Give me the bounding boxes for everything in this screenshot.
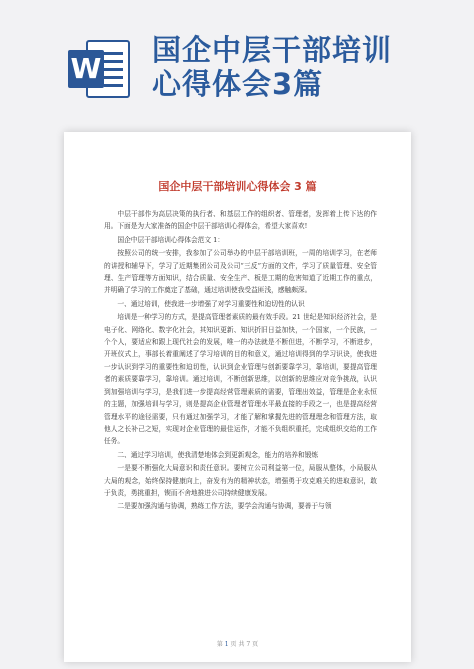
page-number-suffix: 页 xyxy=(252,641,259,648)
paragraph: 按照公司的统一安排，我参加了公司举办的中层干部培训班，一周的培训学习，在老师的讲授和辅导下，学习了近期集团公司及公司“三反”方面的文件，学习了质量管理、安全管理、生产管理等方面知识，结合质量、安全生产、板是工期的危害知道了近期工作的重点，并明确了学习的工作奠定了基础，通过培训使我受益匪浅，感触颇深。 xyxy=(104,249,377,295)
paragraph: 中层干部作为高层决策的执行者、和基层工作的组织者、管理者，发挥着上传下达的作用。下面是为大家准备的国企中层干部培训心得体会，希望大家喜欢! xyxy=(104,210,377,231)
banner-title xyxy=(152,33,392,101)
word-badge: W xyxy=(68,50,104,88)
page-number xyxy=(64,639,411,648)
paragraph: 二是要加强沟通与协调，熟练工作方法，要学会沟通与协调，要善于与领 xyxy=(117,502,332,511)
document-body xyxy=(104,208,377,513)
banner-title-line-1: 国企中层干部培训 xyxy=(152,33,393,67)
word-icon xyxy=(68,38,130,100)
document-page xyxy=(64,132,411,662)
paragraph: 国企中层干部培训心得体会范文 1： xyxy=(117,235,225,244)
banner xyxy=(0,0,474,118)
page-number-middle: 页 共 xyxy=(230,641,245,648)
page-number-total: 7 xyxy=(246,641,251,648)
paragraph: 培训是一种学习的方式，是提高管理者素质的最有效手段。21 世纪是知识经济社会，是电子化、网络化、数字化社会，其知识更新、知识折旧日益加快，一个国家，一个民族，一个个人，要适应和跟上现代社会的发展，唯一的办法就是不断但进，不断学习，不断进步，开班仪式上，事部长着重阐述了学习培训的目的和意义，通过培训得到的学习识诀，使我进一步认识到学习的重要性和迫切性，认识到企业管理与创新要靠学习，靠培训，要提高管理者的素质要靠学习，靠培训。通过培训，不断创新思维，以创新的思维应对竞争挑战，认识到加强培训与学习，是我们进一步提高经营管理素质的需要，管理出效益，管理是企业永恒的主题，加强培训与学习，则是提高企业管理者管理水平最直接的手段之一，也是提高经营管理水平的途径需要，只有通过加强学习，才能了解和掌握先进的管理理念和管理方法，取他人之长补己之短，实现对企业管理的最佳运作，才能不负组织重托，完成组织交给的工作任务。 xyxy=(104,313,377,446)
page-number-prefix: 第 xyxy=(216,641,223,648)
page-number-current: 1 xyxy=(224,641,229,648)
section-heading: 一、通过培训，使我进一步增强了对学习重要性和迫切性的认识 xyxy=(117,299,305,308)
document-title: 国企中层干部培训心得体会 3 篇 xyxy=(158,180,317,193)
banner-title-line-2: 心得体会3篇 xyxy=(152,67,324,101)
section-heading: 二、通过学习培训，使我清楚地体会到更新观念，能力的培养和锻炼 xyxy=(117,450,319,459)
paragraph: 一是要不断强化大局意识和责任意识。要树立公司利益第一位，局服从整体，小局服从大局的观念，始终保持健康向上，奋发有为的精神状态，增强勇于攻克难关的进取意识，敢于负责，勇挑重担，锲而不舍地推进公司持续健康发展。 xyxy=(104,464,377,497)
